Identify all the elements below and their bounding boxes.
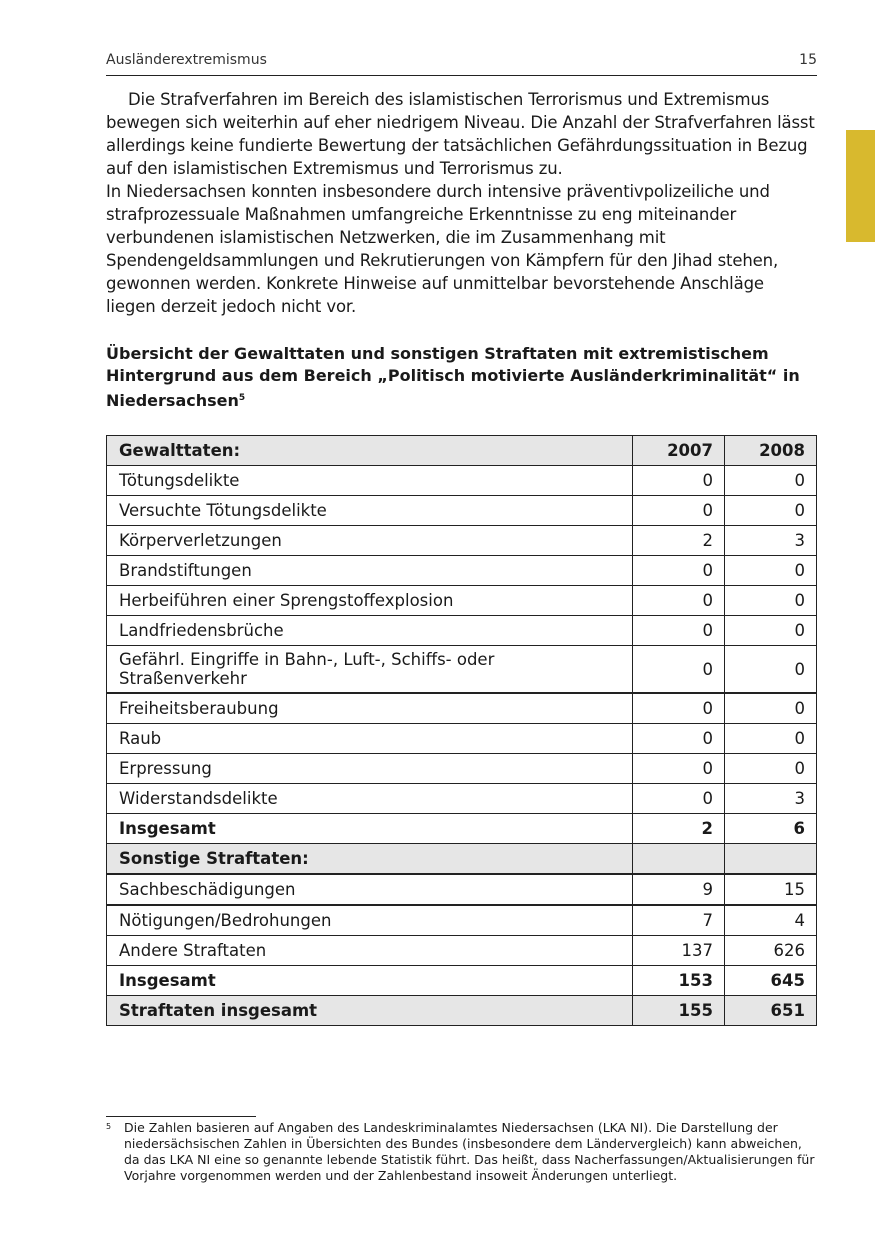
table-row xyxy=(107,466,817,496)
row-label: Straftaten insgesamt xyxy=(107,996,633,1026)
table-row xyxy=(107,646,817,694)
footnote-divider xyxy=(106,1116,256,1117)
violent-total-row xyxy=(107,814,817,844)
header-label: Gewalttaten: xyxy=(107,436,633,466)
value-2008: 0 xyxy=(725,556,817,586)
table-caption-text: Übersicht der Gewalttaten und sonstigen Straftaten mit extremistischem Hintergrund aus dem Bereich „Politisch motivierte Ausländerkriminalität“ in Niedersachsen xyxy=(106,344,800,410)
value-2007: 137 xyxy=(633,936,725,966)
value-2008: 0 xyxy=(725,693,817,724)
row-label: Gefährl. Eingriffe in Bahn-, Luft-, Schiffs- oder Straßenverkehr xyxy=(107,646,633,694)
crime-statistics-table xyxy=(106,435,817,1026)
row-label: Sachbeschädigungen xyxy=(107,874,633,905)
value-2008: 0 xyxy=(725,586,817,616)
row-label: Sonstige Straftaten: xyxy=(107,844,633,875)
value-2007: 0 xyxy=(633,496,725,526)
table-row xyxy=(107,526,817,556)
value-2008: 651 xyxy=(725,996,817,1026)
value-2007: 0 xyxy=(633,556,725,586)
value-2007: 0 xyxy=(633,586,725,616)
row-label: Insgesamt xyxy=(107,966,633,996)
page-number: 15 xyxy=(799,52,817,68)
paragraph-2: In Niedersachsen konnten insbesondere durch intensive präventivpolizeiliche und strafprozessuale Maßnahmen umfangreiche Erkenntnisse zu eng miteinander verbundenen islamistischen Netzwerken, die im Zusammenhang mit Spendengeldsammlungen und Rekrutierungen von Kämpfern für den Jihad stehen, gewonnen werden. Konkrete Hinweise auf unmittelbar bevorstehende Anschläge liegen derzeit jedoch nicht vor. xyxy=(106,182,779,316)
value-2007: 2 xyxy=(633,526,725,556)
value-2007: 155 xyxy=(633,996,725,1026)
value-2007: 0 xyxy=(633,693,725,724)
row-label: Tötungsdelikte xyxy=(107,466,633,496)
value-2008: 626 xyxy=(725,936,817,966)
table-header-row xyxy=(107,436,817,466)
row-label: Versuchte Tötungsdelikte xyxy=(107,496,633,526)
value-2008: 3 xyxy=(725,526,817,556)
row-label: Freiheitsberaubung xyxy=(107,693,633,724)
empty-cell xyxy=(725,844,817,875)
value-2007: 153 xyxy=(633,966,725,996)
running-header xyxy=(106,50,817,76)
table-row xyxy=(107,754,817,784)
footnote-text: Die Zahlen basieren auf Angaben des Landeskriminalamtes Niedersachsen (LKA NI). Die Darstellung der niedersächsischen Zahlen in Übersichten des Bundes (insbesondere dem Ländervergleich) kann abweichen, da das LKA NI eine so genannte lebende Statistik führt. Das heißt, dass Nacherfassungen/Aktualisierungen für Vorjahre vorgenommen werden und der Zahlenbestand insoweit Änderungen unterliegt. xyxy=(124,1120,815,1183)
other-offenses-header-row xyxy=(107,844,817,875)
footnote-reference: 5 xyxy=(238,393,246,403)
value-2008: 0 xyxy=(725,724,817,754)
table-body xyxy=(107,436,817,1026)
paragraph-1: Die Strafverfahren im Bereich des islamistischen Terrorismus und Extremismus bewegen sich weiterhin auf eher niedrigem Niveau. Die Anzahl der Strafverfahren lässt allerdings keine fundierte Bewertung der tatsächlichen Gefährdungssituation in Bezug auf den islamistischen Extremismus und Terrorismus zu. xyxy=(106,90,815,178)
value-2007: 0 xyxy=(633,466,725,496)
other-total-row xyxy=(107,966,817,996)
table-row xyxy=(107,556,817,586)
section-title: Ausländerextremismus xyxy=(106,52,267,68)
table-row xyxy=(107,936,817,966)
table-row xyxy=(107,616,817,646)
value-2007: 9 xyxy=(633,874,725,905)
value-2007: 7 xyxy=(633,905,725,936)
row-label: Nötigungen/Bedrohungen xyxy=(107,905,633,936)
row-label: Widerstandsdelikte xyxy=(107,784,633,814)
row-label: Körperverletzungen xyxy=(107,526,633,556)
row-label: Erpressung xyxy=(107,754,633,784)
row-label: Andere Straftaten xyxy=(107,936,633,966)
value-2008: 0 xyxy=(725,466,817,496)
value-2007: 0 xyxy=(633,616,725,646)
chapter-tab-marker xyxy=(846,130,875,242)
row-label: Herbeiführen einer Sprengstoffexplosion xyxy=(107,586,633,616)
footnote xyxy=(106,1120,817,1184)
row-label: Raub xyxy=(107,724,633,754)
value-2007: 2 xyxy=(633,814,725,844)
table-row xyxy=(107,496,817,526)
value-2008: 0 xyxy=(725,496,817,526)
value-2008: 0 xyxy=(725,754,817,784)
table-caption xyxy=(106,343,817,412)
footnote-number: 5 xyxy=(106,1122,112,1131)
table-row xyxy=(107,784,817,814)
body-text xyxy=(106,88,817,318)
empty-cell xyxy=(633,844,725,875)
header-year-2008: 2008 xyxy=(725,436,817,466)
table-row xyxy=(107,693,817,724)
value-2008: 3 xyxy=(725,784,817,814)
table-row xyxy=(107,874,817,905)
value-2007: 0 xyxy=(633,784,725,814)
header-year-2007: 2007 xyxy=(633,436,725,466)
table-row xyxy=(107,586,817,616)
row-label: Insgesamt xyxy=(107,814,633,844)
grand-total-row xyxy=(107,996,817,1026)
value-2007: 0 xyxy=(633,646,725,694)
value-2008: 4 xyxy=(725,905,817,936)
value-2007: 0 xyxy=(633,724,725,754)
value-2008: 645 xyxy=(725,966,817,996)
value-2008: 6 xyxy=(725,814,817,844)
value-2007: 0 xyxy=(633,754,725,784)
table-row xyxy=(107,905,817,936)
table-row xyxy=(107,724,817,754)
row-label: Landfriedensbrüche xyxy=(107,616,633,646)
value-2008: 15 xyxy=(725,874,817,905)
row-label: Brandstiftungen xyxy=(107,556,633,586)
value-2008: 0 xyxy=(725,646,817,694)
value-2008: 0 xyxy=(725,616,817,646)
